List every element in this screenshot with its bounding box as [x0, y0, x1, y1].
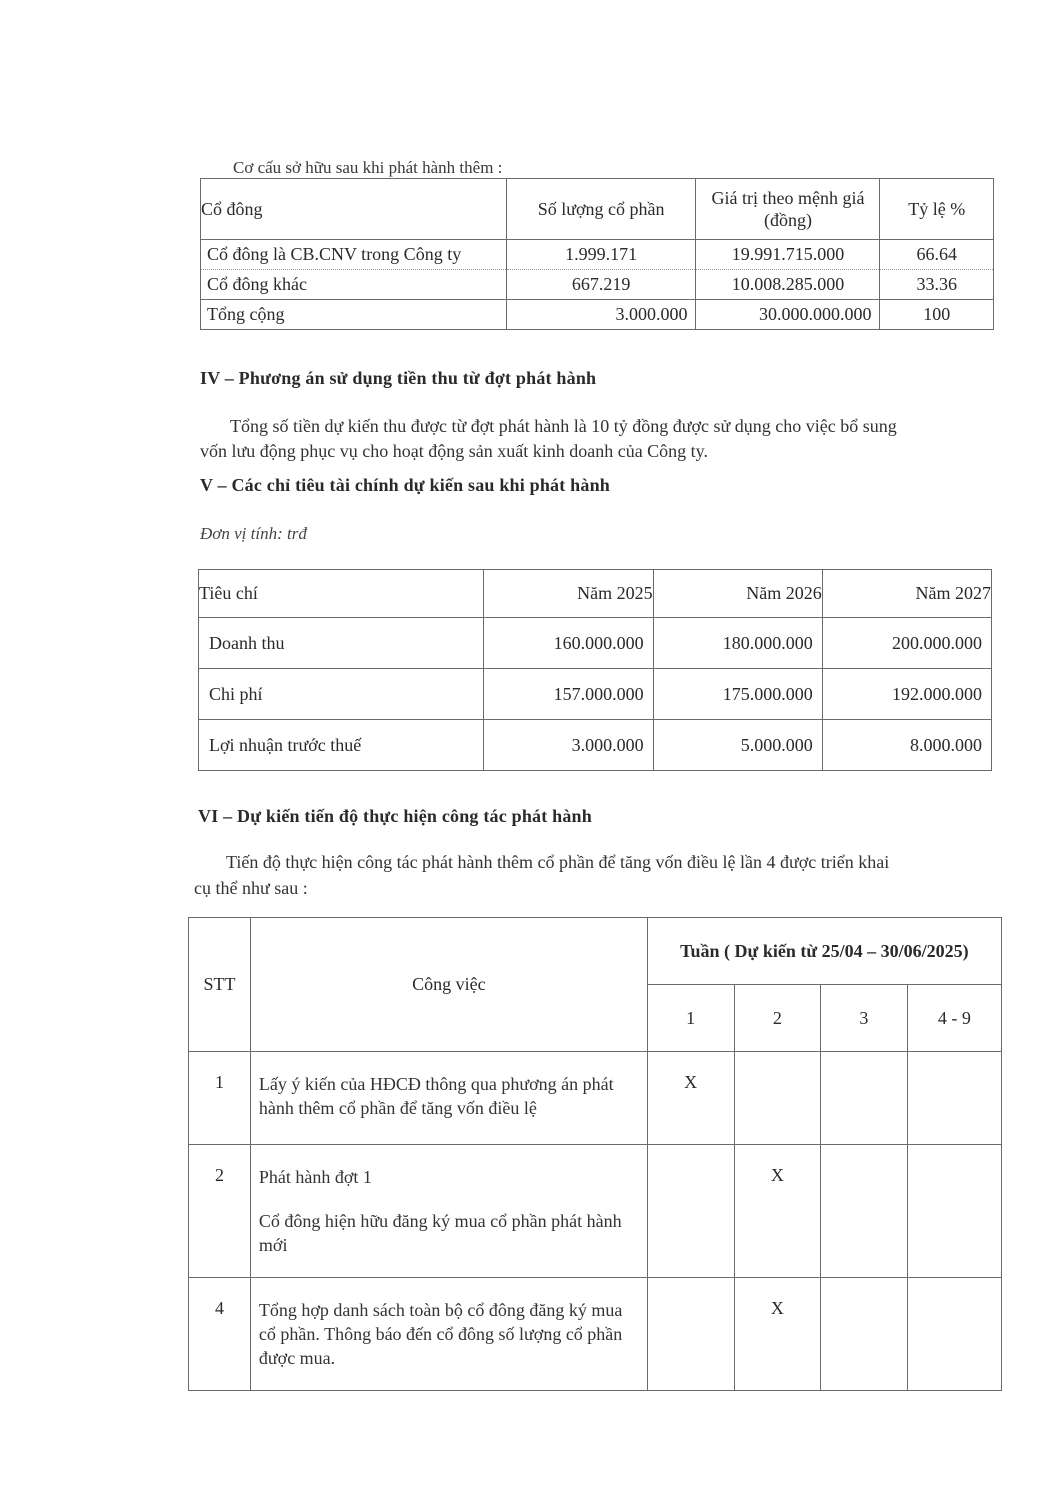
cell-job [250, 1052, 647, 1145]
header-2027: Năm 2027 [822, 570, 991, 618]
cell-2027: 200.000.000 [822, 618, 991, 669]
cell-week-4-9 [907, 1278, 1001, 1391]
cell-week-1 [647, 1278, 734, 1391]
job-text: Tổng hợp danh sách toàn bộ cổ đông đăng ký mua cổ phần. Thông báo đến cổ đông số lượng cổ phần được mua. [258, 1300, 623, 1368]
table-header-row [189, 918, 1002, 985]
table-row [201, 270, 994, 300]
header-stt: STT [189, 918, 251, 1052]
schedule-table [188, 917, 1002, 1391]
cell-week-4-9 [907, 1145, 1001, 1278]
section-6-line-1: Tiến độ thực hiện công tác phát hành thêm cổ phần để tăng vốn điều lệ lần 4 được triển khai [226, 852, 890, 872]
table-header-row [199, 570, 992, 618]
cell-week-3 [821, 1145, 908, 1278]
cell-ratio: 66.64 [880, 240, 994, 270]
table-row [201, 240, 994, 270]
cell-stt: 2 [189, 1145, 251, 1278]
cell-2027: 192.000.000 [822, 669, 991, 720]
table-row [189, 1052, 1002, 1145]
section-6-heading: VI – Dự kiến tiến độ thực hiện công tác phát hành [198, 806, 592, 826]
cell-2026: 5.000.000 [653, 720, 822, 771]
header-shareholder: Cổ đông [201, 179, 507, 240]
table-row [189, 1278, 1002, 1391]
header-week-3: 3 [821, 985, 908, 1052]
unit-label: Đơn vị tính: trđ [200, 524, 307, 543]
section-4-line-1: Tổng số tiền dự kiến thu được từ đợt phát hành là 10 tỷ đồng được sử dụng cho việc bổ sung [230, 416, 897, 436]
cell-job [250, 1278, 647, 1391]
table-row [199, 669, 992, 720]
cell-value: 30.000.000.000 [696, 300, 880, 330]
cell-value: 10.008.285.000 [696, 270, 880, 300]
cell-shares: 667.219 [506, 270, 696, 300]
cell-week-2: X [734, 1145, 821, 1278]
cell-stt: 4 [189, 1278, 251, 1391]
cell-holder: Cổ đông khác [201, 270, 507, 300]
cell-2026: 175.000.000 [653, 669, 822, 720]
cell-week-3 [821, 1278, 908, 1391]
cell-shares: 1.999.171 [506, 240, 696, 270]
table-row [199, 720, 992, 771]
cell-2027: 8.000.000 [822, 720, 991, 771]
header-week-group: Tuần ( Dự kiến từ 25/04 – 30/06/2025) [647, 918, 1001, 985]
header-job: Công việc [250, 918, 647, 1052]
header-week-2: 2 [734, 985, 821, 1052]
cell-week-2 [734, 1052, 821, 1145]
cell-label: Chi phí [199, 669, 484, 720]
job-text: Phát hành đợt 1 [258, 1167, 372, 1187]
header-2025: Năm 2025 [484, 570, 653, 618]
section-6-line-2: cụ thể như sau : [194, 878, 308, 898]
cell-week-1: X [647, 1052, 734, 1145]
table-row [199, 618, 992, 669]
cell-week-1 [647, 1145, 734, 1278]
table-total-row [201, 300, 994, 330]
cell-ratio: 100 [880, 300, 994, 330]
header-week-4-9: 4 - 9 [907, 985, 1001, 1052]
header-par-value: Giá trị theo mệnh giá (đồng) [696, 179, 880, 240]
cell-holder: Tổng cộng [201, 300, 507, 330]
table-header-row [201, 179, 994, 240]
cell-value: 19.991.715.000 [696, 240, 880, 270]
job-subtext: Cổ đông hiện hữu đăng ký mua cổ phần phát hành mới [258, 1211, 622, 1255]
header-2026: Năm 2026 [653, 570, 822, 618]
table-row [189, 1145, 1002, 1278]
cell-week-4-9 [907, 1052, 1001, 1145]
section-4-line-2: vốn lưu động phục vụ cho hoạt động sản xuất kinh doanh của Công ty. [200, 441, 709, 461]
ownership-caption: Cơ cấu sở hữu sau khi phát hành thêm : [233, 158, 503, 177]
cell-label: Doanh thu [199, 618, 484, 669]
cell-week-3 [821, 1052, 908, 1145]
header-shares: Số lượng cổ phần [506, 179, 696, 240]
cell-holder: Cổ đông là CB.CNV trong Công ty [201, 240, 507, 270]
cell-2025: 3.000.000 [484, 720, 653, 771]
cell-2025: 157.000.000 [484, 669, 653, 720]
cell-2025: 160.000.000 [484, 618, 653, 669]
cell-week-2: X [734, 1278, 821, 1391]
section-5-heading: V – Các chỉ tiêu tài chính dự kiến sau khi phát hành [200, 475, 610, 495]
cell-ratio: 33.36 [880, 270, 994, 300]
cell-shares: 3.000.000 [506, 300, 696, 330]
financial-table [198, 569, 992, 771]
job-text: Lấy ý kiến của HĐCĐ thông qua phương án phát hành thêm cổ phần để tăng vốn điều lệ [258, 1074, 614, 1118]
cell-stt: 1 [189, 1052, 251, 1145]
header-ratio: Tỷ lệ % [880, 179, 994, 240]
header-criteria: Tiêu chí [199, 570, 484, 618]
section-4-heading: IV – Phương án sử dụng tiền thu từ đợt phát hành [200, 368, 597, 388]
header-week-1: 1 [647, 985, 734, 1052]
cell-2026: 180.000.000 [653, 618, 822, 669]
cell-label: Lợi nhuận trước thuế [199, 720, 484, 771]
cell-job [250, 1145, 647, 1278]
ownership-table [200, 178, 994, 330]
